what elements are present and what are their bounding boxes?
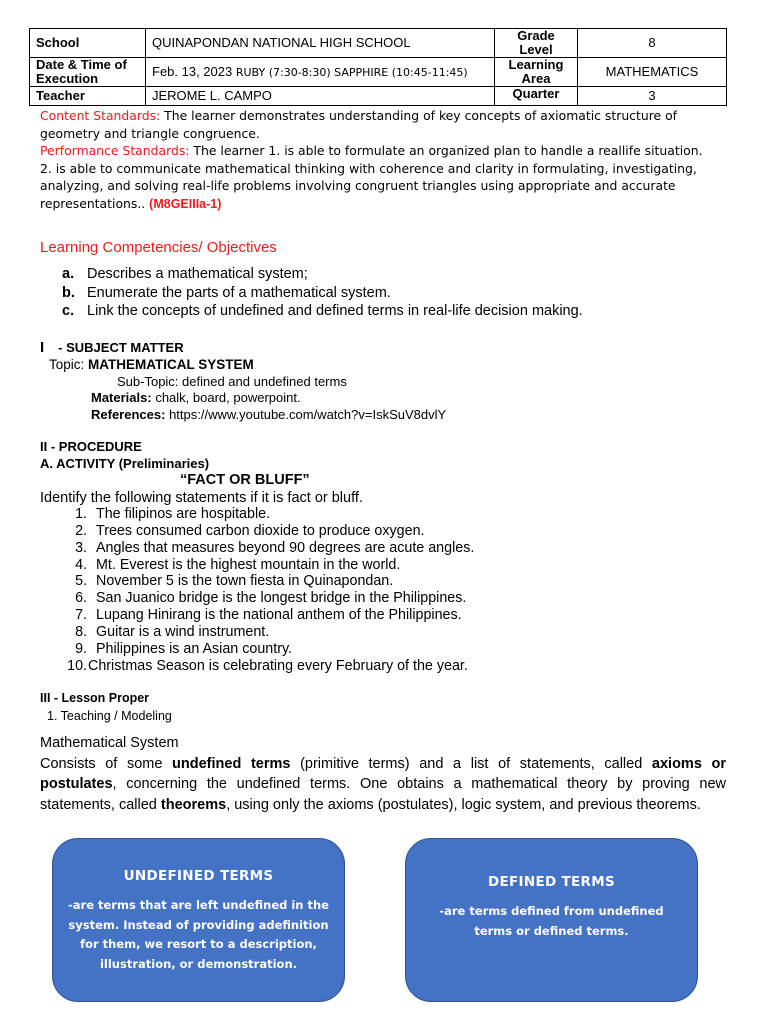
list-item: 2. Trees consumed carbon dioxide to produce oxygen. [75, 522, 425, 539]
list-item: 7. Lupang Hinirang is the national anthem of the Philippines. [75, 607, 462, 624]
undefined-terms-description: -are terms that are left undefined in the system. Instead of providing adefinition for them, we resort to a description, illustration, or demonstration. [67, 898, 329, 971]
list-item: 1. The filipinos are hospitable. [75, 506, 271, 522]
competency-code: (M8GEIIIa-1) [149, 196, 222, 211]
performance-standards-label: Performance Standards: [40, 143, 190, 159]
list-item: 10.Christmas Season is celebrating every February of the year. [67, 657, 468, 674]
materials-line: Materials: chalk, board, powerpoint. [91, 390, 301, 405]
lesson-heading: III - Lesson Proper [40, 691, 150, 705]
list-item: 5. November 5 is the town fiesta in Quinapondan. [75, 573, 394, 590]
lesson-subheading: 1. Teaching / Modeling [47, 709, 172, 723]
grade-label: Grade Level [495, 29, 578, 58]
game-title: “FACT OR BLUFF” [180, 472, 310, 488]
defined-terms-card [405, 838, 698, 1002]
area-label: Learning Area [495, 58, 578, 87]
lesson-title: Mathematical System [40, 735, 179, 751]
list-item: 9. Philippines is an Asian country. [75, 640, 293, 657]
references-line: References: https://www.youtube.com/watch?v=IskSuV8dvlY [91, 407, 447, 422]
references-link[interactable]: https://www.youtube.com/watch?v=IskSuV8dvlY [169, 407, 447, 422]
lesson-paragraph: Consists of some undefined terms (primitive terms) and a list of statements, called axioms or postulates, concerning the undefined terms. One obtains a mathematical theory by proving new statements, called theorems, using only the axioms (postulates), logic system, and previous theorems. [40, 756, 727, 813]
grade-value: 8 [578, 29, 727, 58]
list-item: 3. Angles that measures beyond 90 degrees are acute angles. [75, 539, 475, 556]
objective-b: b. Enumerate the parts of a mathematical system. [62, 285, 391, 301]
school-label: School [30, 29, 146, 58]
list-item: 8. Guitar is a wind instrument. [75, 623, 270, 640]
teacher-label: Teacher [30, 87, 146, 106]
defined-terms-title: DEFINED TERMS [488, 874, 615, 890]
objective-c: c. Link the concepts of undefined and defined terms in real-life decision making. [62, 303, 583, 319]
datetime-label: Date & Time of Execution [30, 58, 146, 87]
list-item: 6. San Juanico bridge is the longest bridge in the Philippines. [75, 590, 467, 607]
fact-or-bluff-list [40, 506, 600, 674]
activity-instruction: Identify the following statements if it is fact or bluff. [40, 490, 363, 506]
content-standards: Content Standards: The learner demonstrates understanding of key concepts of axiomatic structure of geometry and triangle congruence. Performance Standards: The learner 1. is able to formulate an organized plan to handle a reallife situation. 2. is able to communicate mathematical thinking with coherence and clarity in formulating, investigating, analyzing, and solving real-life problems involving congruent triangles using appropriate and accurate representations.. (M8GEIIIa-1) [40, 108, 703, 211]
undefined-terms-card [52, 838, 345, 1002]
undefined-terms-title: UNDEFINED TERMS [123, 868, 274, 884]
school-value: QUINAPONDAN NATIONAL HIGH SCHOOL [146, 29, 495, 58]
competencies-title: Learning Competencies/ Objectives [40, 239, 277, 256]
datetime-value: Feb. 13, 2023 RUBY (7:30-8:30) SAPPHIRE (10:45-11:45) [146, 58, 495, 87]
subject-heading: I - SUBJECT MATTER [40, 339, 184, 356]
content-standards-label: Content Standards: [40, 108, 161, 123]
quarter-value: 3 [578, 87, 727, 106]
objective-a: a. Describes a mathematical system; [62, 266, 308, 282]
quarter-label: Quarter [495, 87, 578, 106]
subtopic-line: Sub-Topic: defined and undefined terms [117, 374, 347, 389]
topic-line: Topic: MATHEMATICAL SYSTEM [49, 357, 254, 372]
header-table [29, 28, 727, 106]
area-value: MATHEMATICS [578, 58, 727, 87]
teacher-value: JEROME L. CAMPO [146, 87, 495, 106]
defined-terms-description: -are terms defined from undefined terms or defined terms. [439, 904, 664, 938]
procedure-heading: II - PROCEDURE [40, 439, 142, 454]
activity-heading: A. ACTIVITY (Preliminaries) [40, 456, 210, 471]
list-item: 4. Mt. Everest is the highest mountain in the world. [75, 556, 401, 573]
